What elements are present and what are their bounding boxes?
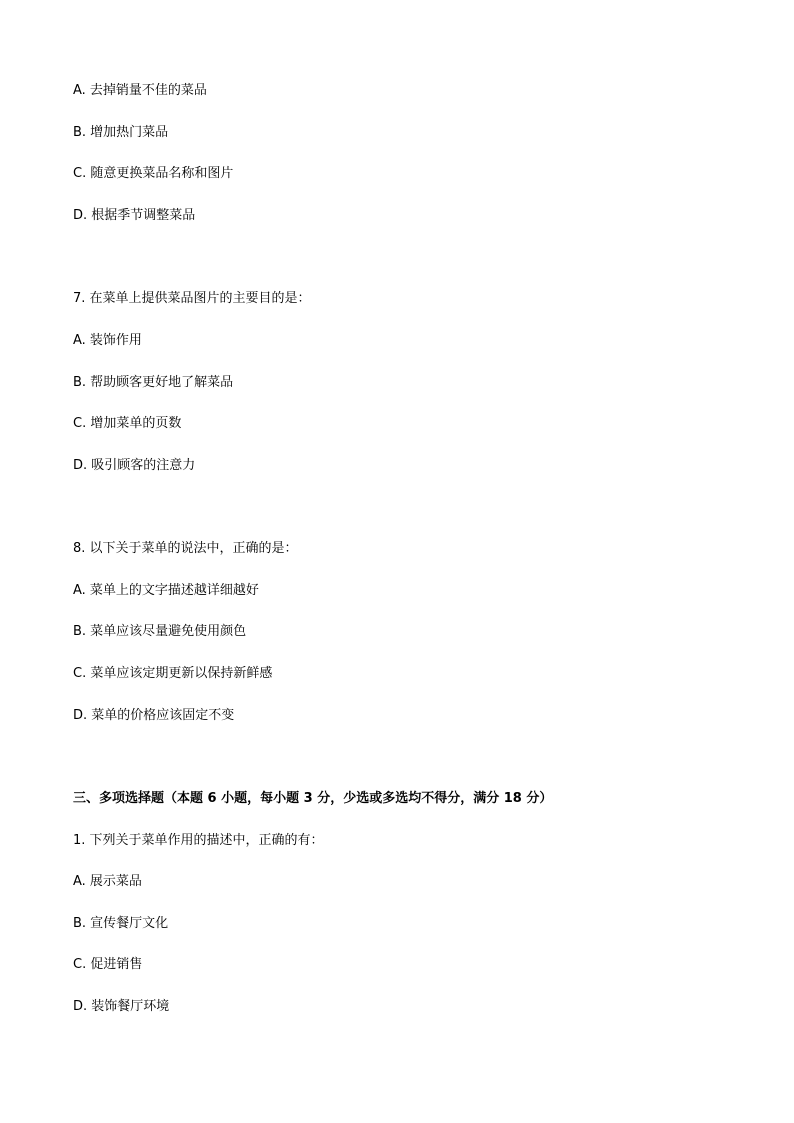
q7-option-b: B. 帮助顾客更好地了解菜品 <box>73 375 234 390</box>
q7-option-a: A. 装饰作用 <box>73 333 142 348</box>
section3-heading: 三、多项选择题（本题 6 小题，每小题 3 分，少选或多选均不得分，满分 18 分） <box>73 791 553 806</box>
q8-option-a: A. 菜单上的文字描述越详细越好 <box>73 583 259 598</box>
q6-option-c: C. 随意更换菜品名称和图片 <box>73 166 234 181</box>
q6-option-a: A. 去掉销量不佳的菜品 <box>73 83 207 98</box>
q8-option-b: B. 菜单应该尽量避免使用颜色 <box>73 624 247 639</box>
s3-q1-option-c: C. 促进销售 <box>73 957 143 972</box>
q7-option-d: D. 吸引顾客的注意力 <box>73 458 196 473</box>
q6-option-d: D. 根据季节调整菜品 <box>73 208 196 223</box>
q6-option-b: B. 增加热门菜品 <box>73 125 169 140</box>
q8-option-c: C. 菜单应该定期更新以保持新鲜感 <box>73 666 273 681</box>
q7-question: 7. 在菜单上提供菜品图片的主要目的是： <box>73 291 311 306</box>
s3-q1-option-b: B. 宣传餐厅文化 <box>73 916 169 931</box>
s3-q1-option-d: D. 装饰餐厅环境 <box>73 999 170 1014</box>
s3-q1-question: 1. 下列关于菜单作用的描述中，正确的有： <box>73 833 324 848</box>
s3-q1-option-a: A. 展示菜品 <box>73 874 142 889</box>
q8-question: 8. 以下关于菜单的说法中，正确的是： <box>73 541 298 556</box>
q7-option-c: C. 增加菜单的页数 <box>73 416 182 431</box>
q8-option-d: D. 菜单的价格应该固定不变 <box>73 708 235 723</box>
